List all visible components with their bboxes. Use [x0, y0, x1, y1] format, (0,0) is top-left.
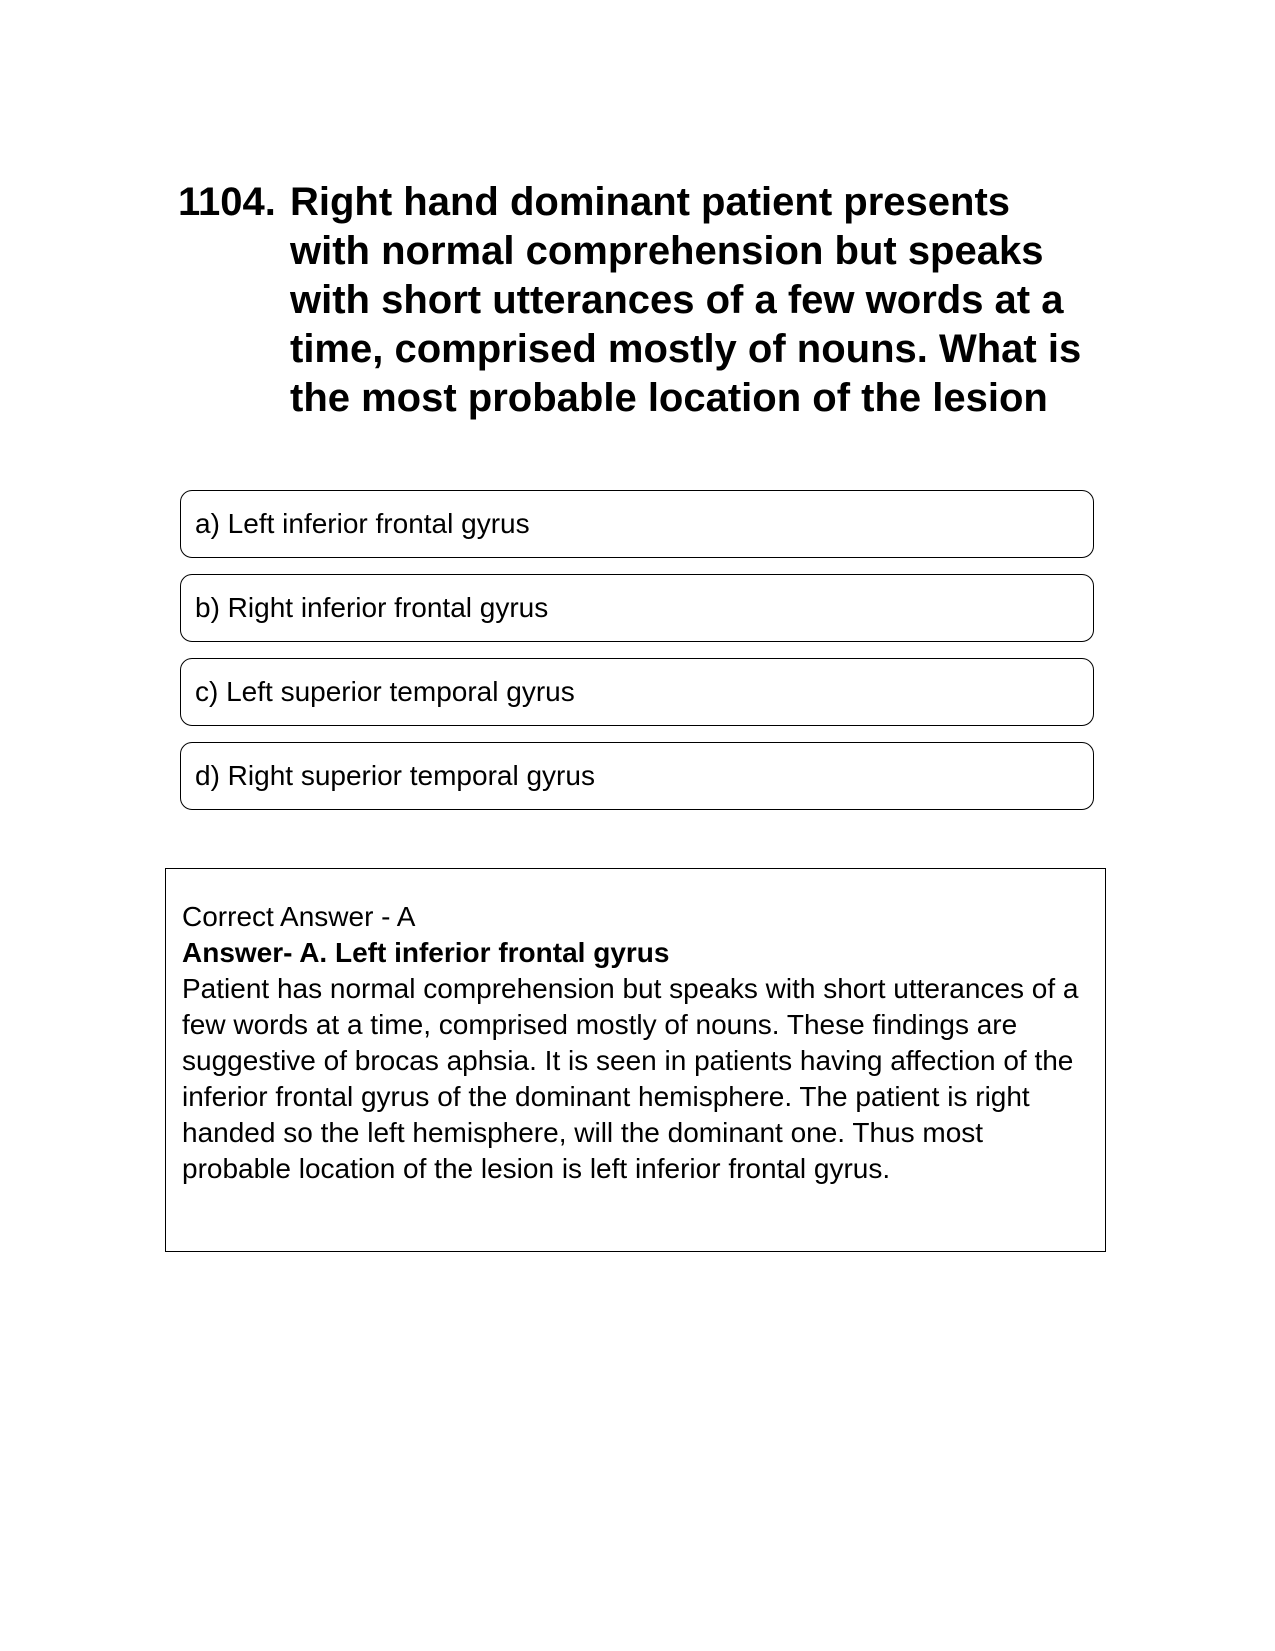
answer-box: [165, 868, 1106, 1252]
option-d[interactable]: d) Right superior temporal gyrus: [180, 742, 1094, 810]
answer-explanation: Patient has normal comprehension but speaks with short utterances of a few words at a time, comprised mostly of nouns. These findings are suggestive of brocas aphsia. It is seen in patients having affection of the inferior frontal gyrus of the dominant hemisphere. The patient is right handed so the left hemisphere, will the dominant one. Thus most probable location of the lesion is left inferior frontal gyrus.: [182, 973, 1079, 1184]
question-text: Right hand dominant patient presents with normal comprehension but speaks with short utterances of a few words at a time, comprised mostly of nouns. What is the most probable location of the lesion: [290, 180, 1082, 420]
option-c[interactable]: c) Left superior temporal gyrus: [180, 658, 1094, 726]
correct-answer-line: Correct Answer - A: [182, 901, 416, 932]
question: [178, 178, 1098, 423]
option-b[interactable]: b) Right inferior frontal gyrus: [180, 574, 1094, 642]
options-list: [180, 490, 1094, 826]
answer-title: Answer- A. Left inferior frontal gyrus: [182, 937, 670, 968]
question-number: 1104.: [178, 180, 276, 224]
option-a[interactable]: a) Left inferior frontal gyrus: [180, 490, 1094, 558]
